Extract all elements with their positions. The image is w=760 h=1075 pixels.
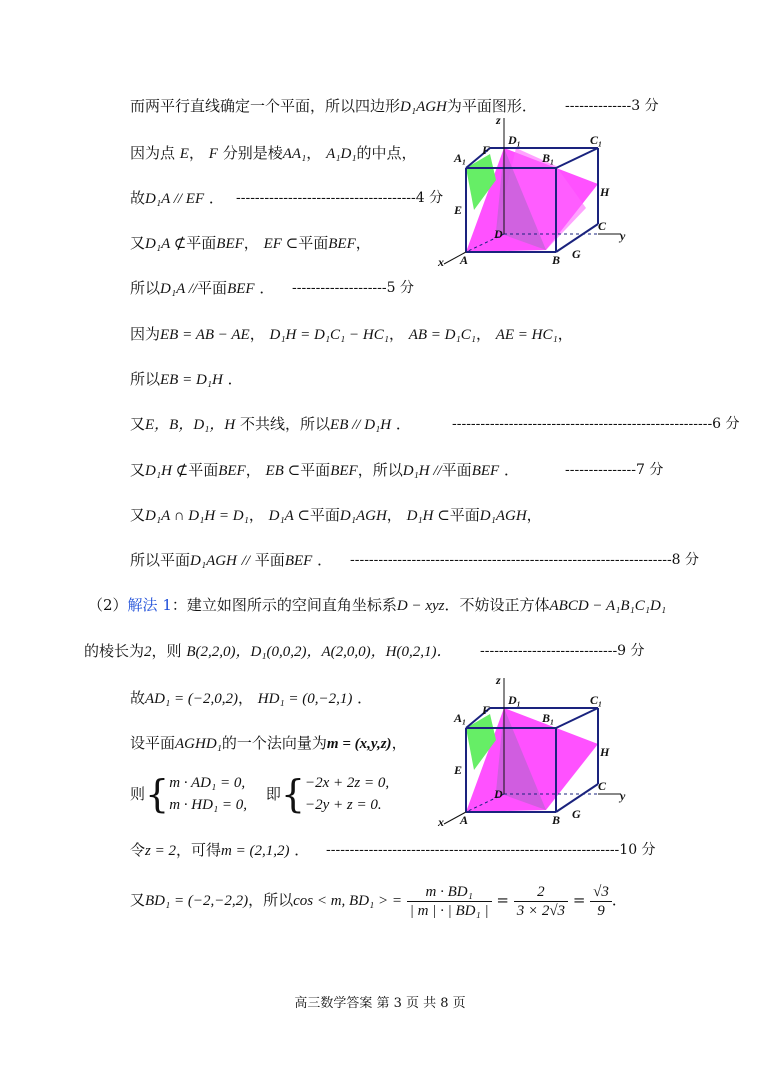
cube-figure-2: [436, 672, 636, 832]
text-line-16: 则{ m · AD₁ = 0, m · HD₁ = 0, 即{ −2x + 2z = 0, −2y + z = 0.: [130, 772, 390, 816]
fig2-label-h: H: [600, 745, 610, 759]
fig2-label-c1: C₁: [590, 693, 603, 707]
score-3: --------------3 分: [565, 98, 659, 114]
fig2-label-f: F: [482, 703, 491, 717]
cube-figure-1: [436, 112, 636, 272]
score-7: ---------------7 分: [565, 462, 664, 478]
fig2-label-b: B: [552, 813, 561, 827]
text-line-12: （2）解法 1：建立如图所示的空间直角坐标系D − xyz．不妨设正方体ABCD − A₁B₁C₁D₁: [88, 596, 667, 614]
fig2-label-d1: D₁: [508, 693, 521, 707]
text-line-18: 又BD₁ = (−2,−2,2)，所以cos < m, BD₁ > = $\frac{\text{m · BD₁}}{\text{| m | · | BD₁ |}}$ = $\frac{2}{3 \times 2√3}$ = $\frac{√3}{9}$ ．: [130, 883, 627, 919]
fig1-label-f: F: [482, 143, 491, 157]
text-line-7: 所以EB = D₁H ．: [130, 370, 243, 388]
fig1-label-b1: B₁: [542, 151, 555, 165]
fig1-label-a: A: [460, 253, 469, 267]
text-line-5: 所以D₁A //平面BEF ．: [130, 279, 275, 297]
text-line-11: 所以平面D₁AGH // 平面BEF ．: [130, 551, 333, 569]
fig1-label-g: G: [572, 247, 581, 261]
score-9: -----------------------------9 分: [480, 643, 645, 659]
text-line-9: 又D₁H ⊄平面BEF， EB ⊂平面BEF，所以D₁H //平面BEF ．: [130, 461, 519, 479]
fig1-label-h: H: [600, 185, 610, 199]
fig2-label-e: E: [454, 763, 463, 777]
fig1-label-a1: A₁: [454, 151, 467, 165]
score-5: --------------------5 分: [292, 280, 414, 296]
score-6: -------------------------------------------------------6 分: [452, 416, 740, 432]
fig2-label-z: z: [496, 673, 501, 687]
fig2-label-y: y: [620, 789, 626, 803]
fig2-label-x: x: [438, 815, 444, 829]
fig1-label-b: B: [552, 253, 561, 267]
fig1-label-c: C: [598, 219, 607, 233]
score-10: --------------------------------------------------------------10 分: [326, 842, 656, 858]
text-line-3: 故D₁A // EF ．: [130, 189, 224, 207]
fig2-label-c: C: [598, 779, 607, 793]
fig1-label-e: E: [454, 203, 463, 217]
text-line-8: 又E，B，D₁，H 不共线，所以EB // D₁H ．: [130, 415, 411, 433]
fig1-label-y: y: [620, 229, 626, 243]
text-line-13: 的棱长为2，则 B(2,2,0)，D₁(0,0,2)，A(2,0,0)，H(0,2,1)．: [84, 642, 452, 660]
score-4: --------------------------------------4 分: [236, 190, 444, 206]
fig2-label-g: G: [572, 807, 581, 821]
fig1-label-x: x: [438, 255, 444, 269]
text-line-4: 又D₁A ⊄平面BEF， EF ⊂平面BEF，: [130, 234, 371, 252]
fig2-label-a1: A₁: [454, 711, 467, 725]
fig2-label-a: A: [460, 813, 469, 827]
fig2-label-b1: B₁: [542, 711, 555, 725]
text-line-2: 因为点 E， F 分别是棱AA₁， A₁D₁的中点，: [130, 144, 417, 162]
page-footer: 高三数学答案 第 3 页 共 8 页: [294, 996, 466, 1011]
fig1-label-c1: C₁: [590, 133, 603, 147]
text-line-17: 令z = 2，可得m = (2,1,2) ．: [130, 841, 310, 859]
text-line-14: 故AD₁ = (−2,0,2)， HD₁ = (0,−2,1) ．: [130, 689, 373, 707]
fig1-label-z: z: [496, 113, 501, 127]
text-line-15: 设平面AGHD₁的一个法向量为m = (x,y,z)，: [130, 734, 407, 752]
text-line-6: 因为EB = AB − AE， D₁H = D₁C₁ − HC₁， AB = D₁C₁， AE = HC₁，: [130, 325, 573, 343]
fig1-label-d: D: [494, 227, 503, 241]
fig2-label-d: D: [494, 787, 503, 801]
score-8: --------------------------------------------------------------------8 分: [350, 552, 700, 568]
text-line-1: 而两平行直线确定一个平面，所以四边形D₁AGH为平面图形．: [130, 97, 537, 115]
text-line-10: 又D₁A ∩ D₁H = D₁， D₁A ⊂平面D₁AGH， D₁H ⊂平面D₁AGH，: [130, 506, 542, 524]
fig1-label-d1: D₁: [508, 133, 521, 147]
